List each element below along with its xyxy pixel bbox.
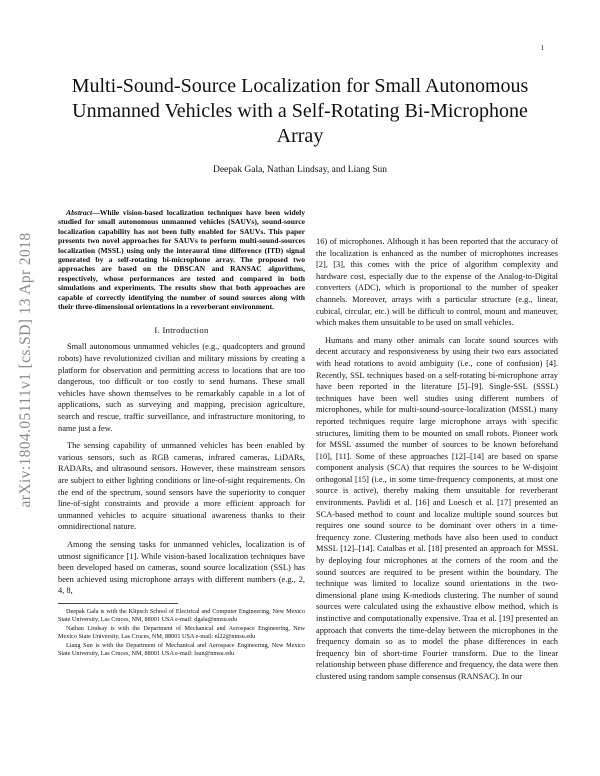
intro-paragraph: Humans and many other animals can locate sound sources with decent accuracy and responsiveness by using their two ears associated with head rotations to avoid ambiguity (i.e., cone of confusion) [4]. Recently, SSL techniques based on a self-rotating bi-microphone array have been reported in the literature [5]–[9]. Single-SSL (SSSL) techniques have been well studies using different numbers of microphones, while for multi-sound-source-localization (MSSL) many reported techniques require large microphone arrays with specific structures, limiting them to be mounted on small robots. Pioneer work for MSSL assumed the number of sources to be known beforehand [10], [11]. Some of these approaches [12]–[14] are based on sparse component analysis (SCA) that requires the sources to be W-disjoint orthogonal [15] (i.e., in some time-frequency components, at most one source is active), thereby making them unsuitable for reverberant environments. Pavlidi et al. [16] and Loesch et al. [17] presented an SCA-based method to count and localize multiple sound sources but requires one sound source to be dominant over others in a time-frequency zone. Clustering methods have also been used to conduct MSSL [12]–[14]. Catalbas et al. [18] presented an approach for MSSL by deploying four microphones at the corners of the room and the sound sources are required to be present within the boundary. The technique was limited to localize sound orientations in the two-dimensional plane using K-mediods clustering. The number of sound sources were calculated using the exhaustive elbow method, which is instinctive and computationally expensive. Traa et al. [19] presented an approach that converts the time-delay between the microphones in the frequency domain so as to model the phase differences in each frequency bin of short-time Fourier transform. Due to the linear relationship between phase difference and frequency, the data were then clustered using random sample consensus (RANSAC). In our <box>316 335 558 681</box>
arxiv-stamp <box>6 170 46 570</box>
intro-paragraph: Among the sensing tasks for unmanned vehicles, localization is of utmost significance [1]. While vision-based localization techniques have been developed based on cameras, sound source localization (SSL) has been achieved using microphone arrays with different numbers (e.g., 2, 4, 8, <box>58 539 305 596</box>
intro-paragraph: The sensing capability of unmanned vehicles has been enabled by various sensors, such as RGB cameras, infrared cameras, LiDARs, RADARs, and ultrasound sensors. However, these mainstream sensors are subject to either lighting conditions or line-of-sight requirements. On the end of the spectrum, sound sensors have the superiority to conquer line-of-sight constraints and provide a more efficient approach for unmanned vehicles to acquire situational awareness thanks to their omnidirectional nature. <box>58 441 305 532</box>
abstract-lead: Abstract <box>66 208 93 217</box>
footnote-author-lindsay: Nathan Lindsay is with the Department of Mechanical and Aerospace Engineering, New Mexico State University, Las Cruces, NM, 88001 USA e-mail: nl22@nmsu.edu <box>58 625 305 640</box>
footnote-author-gala: Deepak Gala is with the Klipsch School of Electrical and Computer Engineering, New Mexico State University, Las Cruces, NM, 88001 USA e-mail: dgala@nmsu.edu <box>58 607 305 623</box>
paper-title: Multi-Sound-Source Localization for Small Autonomous Unmanned Vehicles with a Self-Rotating Bi-Microphone Array <box>71 75 529 147</box>
paper-authors: Deepak Gala, Nathan Lindsay, and Liang Sun <box>212 165 388 175</box>
page-number: 1 <box>540 44 544 52</box>
footnote-author-sun: Liang Sun is with the Department of Mechanical and Aerospace Engineering, New Mexico State University, Las Cruces, NM, 88001 USA e-mail: lsun@nmsu.edu <box>58 642 305 657</box>
footnote-divider <box>58 603 178 604</box>
left-column <box>58 208 305 660</box>
arxiv-id: arXiv:1804.05111v1 [cs.SD] 13 Apr 2018 <box>17 232 34 508</box>
intro-paragraph: 16) of microphones. Although it has been reported that the accuracy of the localization is enhanced as the number of microphones increases [2], [3], this comes with the price of algorithm complexity and hardware cost, especially due to the expense of the Analog-to-Digital converters (ADC), which is proportional to the number of speaker channels. Moreover, arrays with a particular structure (e.g., linear, cubical, circular, etc.) will be difficult to control, mount and maneuver, which makes them unsuitable to be used on small vehicles. <box>316 237 558 328</box>
right-column <box>316 236 558 683</box>
intro-paragraph: Small autonomous unmanned vehicles (e.g., quadcopters and ground robots) have revolutionized civilian and military missions by creating a platform for observation and permitting access to locations that are too dangerous, too difficult or too costly to send humans. These small vehicles have shown themselves to be remarkably capable in a lot of applications, such as surveying and mapping, precision agriculture, search and rescue, traffic surveillance, and infrastructure monitoring, to name just a few. <box>58 342 305 433</box>
footnotes <box>58 608 305 658</box>
abstract <box>58 208 305 311</box>
section-heading-introduction: I. Introduction <box>154 325 209 336</box>
abstract-text: —While vision-based localization techniques have been widely studied for small autonomous unmanned vehicles (SAUVs), sound-source localization capability has not been fully enabled for SAUVs. This paper presents two novel approaches for SAUVs to perform multi-sound-sources localization (MSSL) using only the interaural time difference (ITD) signal generated by a self-rotating bi-microphone array. The proposed two approaches are based on the DBSCAN and RANSAC algorithms, respectively, whose performances are tested and compared in both simulations and experiments. The results show that both approaches are capable of correctly identifying the number of sound sources along with their three-dimensional orientations in a reverberant environment. <box>58 208 305 312</box>
